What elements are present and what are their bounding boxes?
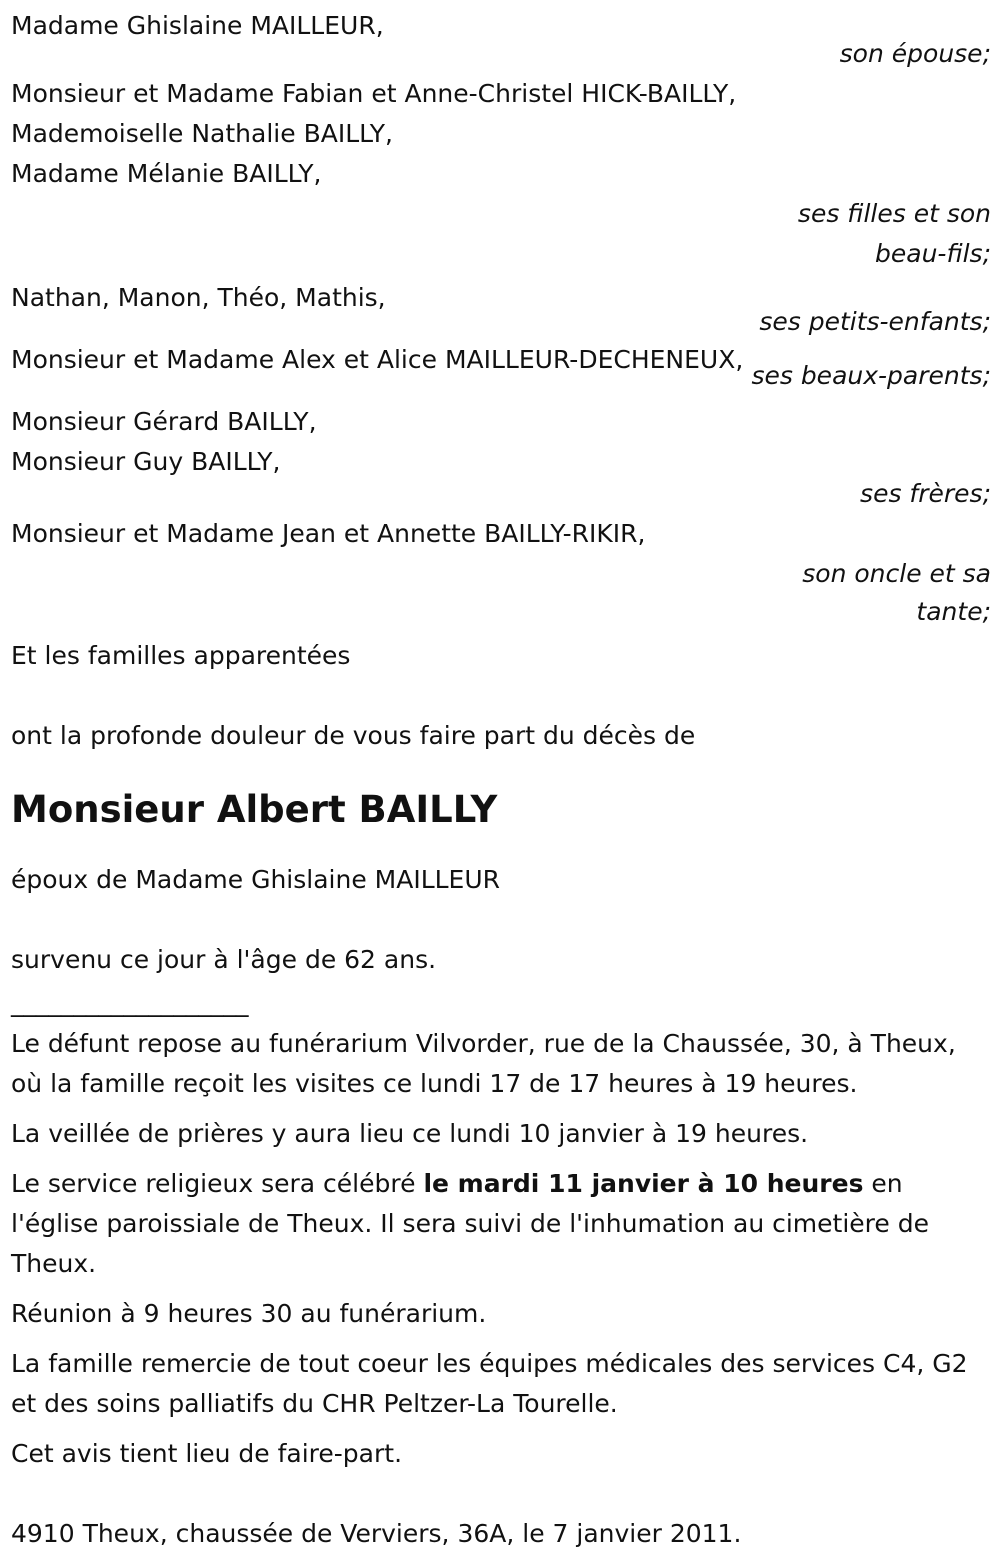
deceased-name: Monsieur Albert BAILLY — [11, 788, 498, 831]
family-name: Monsieur et Madame Fabian et Anne-Christel HICK-BAILLY, — [11, 79, 737, 108]
separator-line: ___________________ — [11, 988, 249, 1017]
detail-text: Le service religieux sera célébré — [11, 1169, 424, 1198]
age-line: survenu ce jour à l'âge de 62 ans. — [11, 945, 437, 974]
relation-label: ses filles et son — [797, 199, 991, 228]
detail-paragraph: Réunion à 9 heures 30 au funérarium. — [11, 1299, 487, 1328]
relation-label: tante; — [916, 597, 991, 626]
footer-address-date: 4910 Theux, chaussée de Verviers, 36A, le 7 janvier 2011. — [11, 1519, 742, 1548]
family-name: Madame Ghislaine MAILLEUR, — [11, 11, 384, 40]
relation-label: ses frères; — [860, 479, 991, 508]
family-name: Monsieur et Madame Alex et Alice MAILLEUR-DECHENEUX, — [11, 345, 744, 374]
obituary-notice — [11, 6, 991, 1554]
relation-label: ses beaux-parents; — [751, 361, 991, 390]
family-name: Monsieur Guy BAILLY, — [11, 447, 281, 476]
relation-label: beau-fils; — [875, 239, 991, 268]
detail-paragraph — [11, 1164, 991, 1284]
family-name: Mademoiselle Nathalie BAILLY, — [11, 119, 393, 148]
family-name: Madame Mélanie BAILLY, — [11, 159, 322, 188]
family-name: Nathan, Manon, Théo, Mathis, — [11, 283, 386, 312]
announcement: ont la profonde douleur de vous faire part du décès de — [11, 721, 696, 750]
service-datetime: le mardi 11 janvier à 10 heures — [423, 1169, 864, 1198]
detail-paragraph: La veillée de prières y aura lieu ce lundi 10 janvier à 19 heures. — [11, 1119, 809, 1148]
detail-paragraph: Le défunt repose au funérarium Vilvorder, rue de la Chaussée, 30, à Theux, où la famille reçoit les visites ce lundi 17 de 17 heures à 19 heures. — [11, 1029, 956, 1098]
family-name: Monsieur Gérard BAILLY, — [11, 407, 317, 436]
detail-paragraph: Cet avis tient lieu de faire-part. — [11, 1439, 403, 1468]
family-name: Monsieur et Madame Jean et Annette BAILLY-RIKIR, — [11, 519, 646, 548]
detail-paragraph: La famille remercie de tout coeur les équipes médicales des services C4, G2 et des soins palliatifs du CHR Peltzer-La Tourelle. — [11, 1349, 968, 1418]
detail-text: en l'église paroissiale de Theux. Il sera suivi de l'inhumation au cimetière de Theux. — [11, 1169, 929, 1278]
relation-label: son oncle et sa — [802, 559, 991, 588]
family-closing: Et les familles apparentées — [11, 641, 351, 670]
relation-label: son épouse; — [839, 39, 991, 68]
relation-label: ses petits-enfants; — [759, 307, 991, 336]
spouse-line: époux de Madame Ghislaine MAILLEUR — [11, 865, 501, 894]
